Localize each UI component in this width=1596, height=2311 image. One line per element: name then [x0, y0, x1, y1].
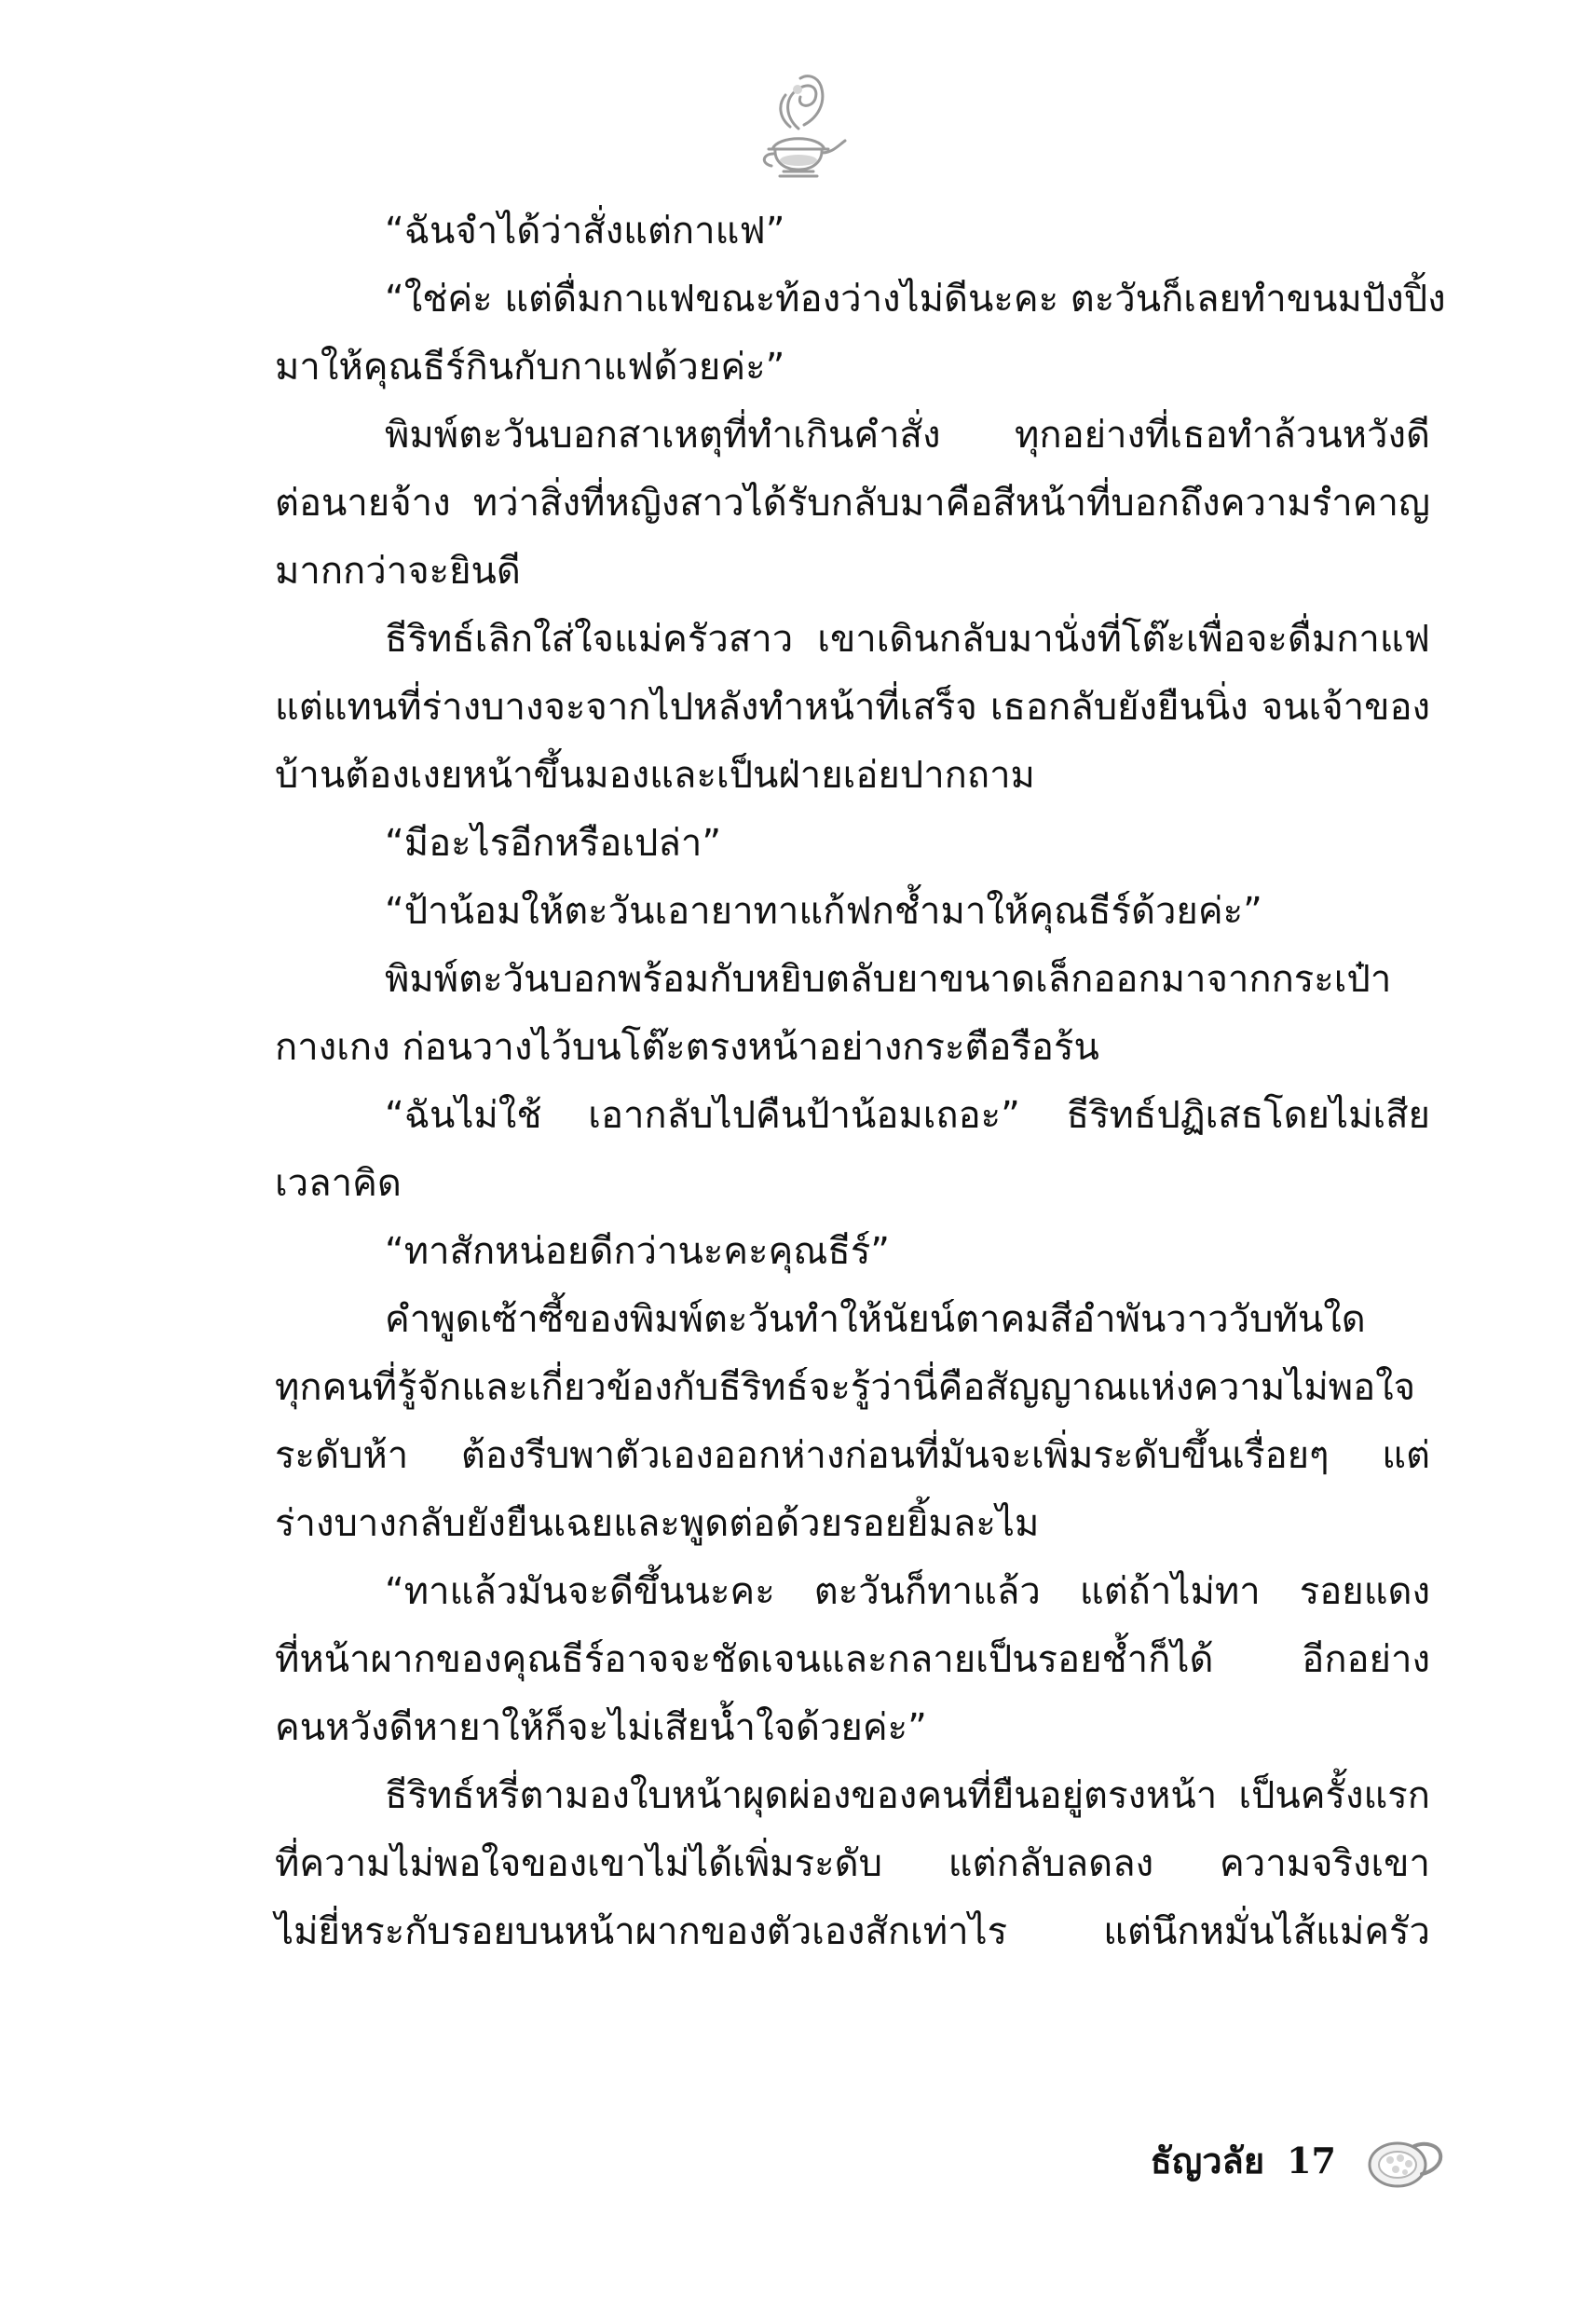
text-line: แต่แทนที่ร่างบางจะจากไปหลังทำหน้าที่เสร็จ เธอกลับยังยืนนิ่ง จนเจ้าของ — [275, 686, 1430, 729]
author-name: ธัญวลัย — [1150, 2140, 1265, 2181]
text-line: ธีริทธ์เลิกใส่ใจแม่ครัวสาว เขาเดินกลับมานั่งที่โต๊ะเพื่อจะดื่มกาแฟ — [385, 618, 1430, 661]
text-line: ธีริทธ์หรี่ตามองใบหน้าผุดผ่องของคนที่ยืนอยู่ตรงหน้า เป็นครั้งแรก — [385, 1774, 1430, 1817]
page-footer — [1151, 2123, 1444, 2199]
text-line: บ้านต้องเงยหน้าขึ้นมองและเป็นฝ่ายเอ่ยปากถาม — [275, 754, 1035, 797]
text-line: “ทาแล้วมันจะดีขึ้นนะคะ ตะวันก็ทาแล้ว แต่ถ้าไม่ทา รอยแดง — [385, 1570, 1430, 1613]
text-line: ที่ความไม่พอใจของเขาไม่ได้เพิ่มระดับ แต่กลับลดลง ความจริงเขา — [275, 1842, 1430, 1885]
text-line: ไม่ยี่หระกับรอยบนหน้าผากของตัวเองสักเท่าไร แต่นึกหมั่นไส้แม่ครัว — [275, 1910, 1430, 1953]
text-line: “ทาสักหน่อยดีกว่านะคะคุณธีร์” — [385, 1230, 891, 1273]
text-line: “ฉันไม่ใช้ เอากลับไปคืนป้าน้อมเถอะ” ธีริทธ์ปฏิเสธโดยไม่เสีย — [385, 1094, 1430, 1137]
text-line: ระดับห้า ต้องรีบพาตัวเองออกห่างก่อนที่มันจะเพิ่มระดับขึ้นเรื่อยๆ แต่ — [275, 1434, 1430, 1477]
paragraph — [275, 606, 1430, 810]
paragraph — [275, 198, 1430, 266]
paragraph — [275, 1286, 1430, 1558]
paragraph — [275, 402, 1430, 606]
paragraph — [275, 946, 1430, 1082]
paragraph — [275, 1218, 1430, 1286]
text-line: ที่หน้าผากของคุณธีร์อาจจะชัดเจนและกลายเป็นรอยช้ำก็ได้ อีกอย่าง — [275, 1638, 1430, 1681]
paragraph — [275, 1762, 1430, 1966]
text-line: “ใช่ค่ะ แต่ดื่มกาแฟขณะท้องว่างไม่ดีนะคะ ตะวันก็เลยทำขนมปังปิ้ง — [385, 278, 1446, 321]
book-text — [275, 198, 1446, 1966]
paragraph — [275, 1082, 1430, 1218]
text-line: “มีอะไรอีกหรือเปล่า” — [385, 822, 722, 865]
teapot-genie-icon — [746, 67, 849, 188]
paragraph — [275, 878, 1430, 946]
text-line: มาให้คุณธีร์กินกับกาแฟด้วยค่ะ” — [275, 346, 785, 389]
text-line: พิมพ์ตะวันบอกพร้อมกับหยิบตลับยาขนาดเล็กออกมาจากกระเป๋า — [385, 958, 1392, 1001]
text-line: คำพูดเซ้าซี้ของพิมพ์ตะวันทำให้นัยน์ตาคมสีอำพันวาววับทันใด — [385, 1298, 1366, 1341]
text-line: กางเกง ก่อนวางไว้บนโต๊ะตรงหน้าอย่างกระตือรือร้น — [275, 1026, 1099, 1069]
text-line: คนหวังดีหายาให้ก็จะไม่เสียน้ำใจด้วยค่ะ” — [275, 1706, 927, 1749]
text-line: มากกว่าจะยินดี — [275, 550, 521, 593]
page-number: 17 — [1287, 2140, 1336, 2181]
text-line: “ป้าน้อมให้ตะวันเอายาทาแก้ฟกช้ำมาให้คุณธีร์ด้วยค่ะ” — [385, 890, 1262, 933]
text-line: ร่างบางกลับยังยืนเฉยและพูดต่อด้วยรอยยิ้มละไม — [275, 1502, 1040, 1545]
paragraph — [275, 1558, 1430, 1762]
diamond-ring-icon — [1358, 2123, 1444, 2199]
text-line: เวลาคิด — [275, 1162, 402, 1205]
paragraph — [275, 266, 1446, 402]
text-line: พิมพ์ตะวันบอกสาเหตุที่ทำเกินคำสั่ง ทุกอย่างที่เธอทำล้วนหวังดี — [385, 414, 1430, 457]
text-line: ต่อนายจ้าง ทว่าสิ่งที่หญิงสาวได้รับกลับมาคือสีหน้าที่บอกถึงความรำคาญ — [275, 482, 1430, 525]
text-line: ทุกคนที่รู้จักและเกี่ยวข้องกับธีริทธ์จะรู้ว่านี่คือสัญญาณแห่งความไม่พอใจ — [275, 1366, 1416, 1409]
paragraph — [275, 810, 1430, 878]
text-line: “ฉันจำได้ว่าสั่งแต่กาแฟ” — [385, 210, 785, 253]
